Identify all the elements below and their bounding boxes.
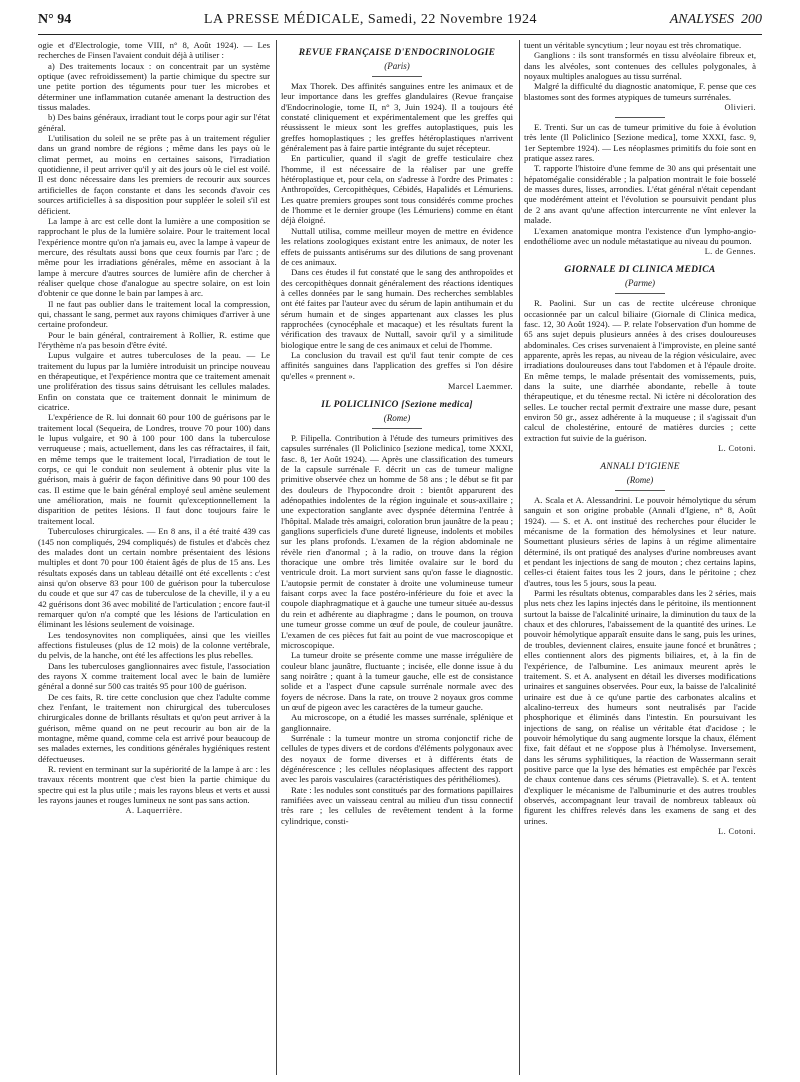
author-signature: L. Cotoni. <box>718 444 756 453</box>
section-divider <box>372 428 422 429</box>
paragraph: L'examen anatomique montra l'existence d'un lympho-angio-endothéliome avec un nodule métastatique au niveau du poumon. <box>524 225 756 246</box>
paragraph: De ces faits, R. tire cette conclusion que chez l'adulte comme chez l'enfant, le traitement non chirurgical des tuberculoses chirurgicales donne de brillants résultats et qu'on peut arriver à la guérison, même quand on ne peut recourir au bon air de la montagne, même quand, comme cela est arrivé pour beaucoup de ses malades externes, les conditions générales hygiéniques restent défectueuses. <box>38 691 270 764</box>
paragraph: L'expérience de R. lui donnait 60 pour 100 de guérisons par le traitement local (Sequeira, de Londres, trouve 70 pour 100) dans le lupus vulgaire, et 90 à 100 pour 100 dans la tuberculose verruqueuse ; mais, actuellement, dans les cas réfractaires, il fait, en même temps que le traitement local, l'irradiation de tout le corps, ce qui le conduit non seulement à obtenir plus vite la guérison, mais à guérir de façon définitive dans 90 pour 100 des cas. Il estime que le bain général employé seul amène seulement une amélioration, mais ne fournit qu'exceptionnellement la disparition de petites lésions. Il faut donc toujours faire le traitement local. <box>38 412 270 526</box>
page-number-label: N° 94 <box>38 12 72 27</box>
section-location: (Rome) <box>383 412 411 423</box>
paragraph: Lupus vulgaire et autres tuberculoses de la peau. — Le traitement du lupus par la lumière introduisit un principe nouveau en thérapeutique, et l'expérience montra que ce traitement amenait une prolifération des tissus sains détruisant les cellules malades. Enfin on constata que ce traitement donnait le minimum de cicatrice. <box>38 350 270 413</box>
paragraph: a) Des traitements locaux : on concentrait par un système optique (avec refroidissement) la partie chimique du spectre sur une petite portion des téguments pour tuer les microbes et déterminer une inflammation cutanée amenant la destruction des tissus malades. <box>38 60 270 113</box>
paragraph: Ganglions : ils sont transformés en tissu alvéolaire fibreux et, dans les alvéoles, sont contenues des cellules polygonales, à noyaux multiples analogues au tissu surrénal. <box>524 50 756 82</box>
paragraph: Au microscope, on a étudié les masses surrénale, splénique et ganglionnaire. <box>281 712 513 733</box>
page-folio: 200 <box>741 12 762 27</box>
paragraph: Les tendosynovites non compliquées, ainsi que les vieilles affections fistuleuses (plus de 12 mois) de la colonne vertébrale, du pelvis, de la hanche, ont été les affections les plus rebelles. <box>38 629 270 661</box>
author-signature: L. de Gennes. <box>704 247 756 257</box>
paragraph: La lampe à arc est celle dont la lumière a une composition se rapprochant le plus de la lumière solaire. Pour le traitement local l'expérience montre qu'on n'a jamais eu, avec la lampe à vapeur de mercure, des résultats aussi bons que ceux fournis par l'arc ; de même pour les irradiations générales, même en associant à la lampe à mercure d'autres sources de lumière afin de chercher à réaliser quelque chose d'analogue au spectre solaire, on est loin d'obtenir ce que donne le bain par lampes à arc. <box>38 215 270 299</box>
paragraph: Nuttall utilisa, comme meilleur moyen de mettre en évidence les relations zoologiques existant entre les animaux, de noter les effets de puissants antisérums sur des dilutions de sang provenant de ces animaux. <box>281 225 513 267</box>
column-rule <box>519 40 520 1075</box>
paragraph: Tuberculoses chirurgicales. — En 8 ans, il a été traité 439 cas (145 non compliqués, 294 compliqués) de fistules et d'abcès chez des malades dont un certain nombre présentaient des lésions multiples et dont 70 pour 100 étaient âgés de plus de 15 ans. Les résultats exposés dans un tableau détaillé ont été excellents : c'est ainsi qu'on observe 83 pour 100 de guérison pour la tuberculose du coude et que sur 47 cas de tuberculose de la cheville, il y a eu 42 guérisons dont 36 avec mobilité de l'articulation ; encore faut-il remarquer qu'on n'a compté que les lésions de l'articulation en éliminant les lésions seulement de voisinage. <box>38 526 270 630</box>
paragraph: Parmi les résultats obtenus, comparables dans les 2 séries, mais plus nets chez les lapins injectés dans le péritoine, ils mentionnent surtout la baisse de l'alcalinité urinaire, la diminution du taux de la chaux et des chlorures, l'abaissement de la quantité des urines. Le pouvoir hémolytique apparaît ensuite dans le sang, puis les urines, de troubles, deviennent claires, ensuite jaune foncé et brunâtres ; elles contiennent alors des pigments biliaires, et, à la fin de l'expérience, de l'albumine. Les animaux meurent après le traitement. S. et A. analysent en détail les diverses modifications urinaires et sanguines observées. Pour eux, la baisse de l'alcalinité urinaire est due à ce qu'une partie des carbonates alcalins et alcalino-terreux des humeurs sont neutralisés par l'acide phosphorique et éliminés dans l'intestin. En poursuivant les injections de sang, on réalise un véritable état d'acidose ; le pouvoir hémolytique du sang augmente lorsque la chaux, élément fixe, fait défaut et ne s'oppose plus à l'hémolyse. Inversement, dans les sérums syphilitiques, la réaction de Wassermann serait positive parce que la lyse des hématies est empêchée par l'excès de chaux contenue dans ces sérums (Pietravalle). S. et A. tentent d'expliquer le mécanisme de l'albuminurie et des autres troubles observés, accompagnant leur travail de nombreux tableaux où figurent les chiffres relevés dans les examens de sang et des urines. <box>524 588 756 826</box>
article-columns <box>38 40 764 1075</box>
paragraph: tuent un véritable syncytium ; leur noyau est très chromatique. <box>524 40 742 50</box>
page-header <box>38 12 762 35</box>
journal-title: LA PRESSE MÉDICALE, Samedi, 22 Novembre 1924 <box>203 12 538 27</box>
paragraph: L'utilisation du soleil ne se prête pas à un traitement régulier dans un grand nombre de régions ; même dans les pays où le climat permet, au moins en certaines saisons, l'irradiation quotidienne, il peut arriver qu'il y ait des jours où le ciel est voilé. Il est donc nécessaire dans les premiers de recourir aux sources artificielles de façon constante et dans les seconds d'avoir ces sources artificielles à sa disposition pour suppléer le soleil s'il est déficient. <box>38 133 270 216</box>
paragraph: Dans les tuberculoses ganglionnaires avec fistule, l'association des rayons X comme traitement local avec le bain de lumière général a donné sur 500 cas traités 95 pour 100 de guérison. <box>38 660 270 692</box>
section-and-page <box>670 12 762 28</box>
author-signature: Marcel Laemmer. <box>448 381 513 391</box>
column-2 <box>281 40 513 1075</box>
author-signature: Olivieri. <box>724 103 756 113</box>
paragraph: Max Thorek. Des affinités sanguines entre les animaux et de leur importance dans les greffes glandulaires (Revue française d'Endocrinologie, tome II, n° 3, Juin 1924). Il a toujours été constaté cliniquement et expérimentalement que les greffes qui réussissent le mieux sont les greffes autoplastiques, puis les greffes homoplastiques ; les greffes hétéroplastiques n'arrivent généralement pas à faire partie intégrante du sujet récepteur. <box>281 81 513 154</box>
section-location: (Paris) <box>384 61 410 71</box>
section-title: GIORNALE DI CLINICA MEDICA <box>564 265 716 276</box>
column-3 <box>524 40 756 1075</box>
paragraph: La tumeur droite se présente comme une masse irrégulière de couleur blanc jaunâtre, fluctuante ; incisée, elle donne issue à du sang noirâtre ; quant à la tumeur gauche, elle est de consistance solide et a l'aspect d'une capsule surrénale normale avec des foyers de nécrose. Dans la rate, on trouve 2 noyaux gros comme un œuf de pigeon avec les caractères de la tumeur gauche. <box>281 650 513 712</box>
section-location: (Rome) <box>626 475 654 485</box>
column-rule <box>276 40 277 1075</box>
paragraph: La conclusion du travail est qu'il faut tenir compte de ces affinités sanguines dans l'application des greffes si l'on désire qu'elles « prennent ». <box>281 349 513 381</box>
column-1 <box>38 40 270 1075</box>
paragraph: R. revient en terminant sur la supériorité de la lampe à arc : les travaux récents montrent que c'est bien la partie chimique du spectre qui est la plus utile ; mais les rayons bleus et verts et aussi les rayons jaunes et rouges lumineux ne sont pas sans action. <box>38 764 270 806</box>
paragraph: ogie et d'Electrologie, tome VIII, n° 8, Août 1924). — Les recherches de Finsen l'avaient conduit déjà à utiliser : <box>38 40 270 61</box>
author-signature: A. Laquerrière. <box>125 806 183 816</box>
section-label: ANALYSES <box>669 12 734 27</box>
paragraph: Dans ces études il fut constaté que le sang des anthropoïdes et des cercopithèques donnait généralement des réactions identiques à celles données par le sang humain. Des recherches semblables ont été faites par l'auteur avec du sérum de lapin antihumain et du sérum humain et de singes appartenant aux classes les plus rapprochées (cynocéphale et macaque) et les résultats furent la vérification des travaux de Nuttall, savoir qu'il y a similitude biologique entre le sang de ces animaux et celui de l'homme. <box>281 267 513 350</box>
paragraph: b) Des bains généraux, irradiant tout le corps pour agir sur l'état général. <box>38 112 270 133</box>
paragraph: Malgré la difficulté du diagnostic anatomique, F. pense que ces blastomes sont des formes atypiques de tumeurs surrénales. <box>524 81 756 102</box>
paragraph: Pour le bain général, contrairement à Rollier, R. estime que l'érythème n'a pas besoin d'être évité. <box>38 329 270 350</box>
paragraph: A. Scala et A. Alessandrini. Le pouvoir hémolytique du sérum sanguin et son origine probable (Annali d'Igiene, n° 8, Août 1924). — S. et A. ont institué des recherches pour élucider le mécanisme de la formation des hémolysines et leur nature. Soumettant plusieurs séries de lapins à un régime alimentaire déterminé, ils ont pratiqué des analyses d'urine nombreuses avant et pendant les injections de sang de mouton ; chez certains lapins, celles-ci étaient faites tous les 2 jours, dans le péritoine ; chez d'autres, tous les 5 jours, sous la peau. <box>524 495 756 588</box>
section-divider <box>372 76 422 77</box>
paragraph: P. Filipella. Contribution à l'étude des tumeurs primitives des capsules surrénales (Il Policlinico [sezione medica], tome XXXI, fasc. 8, 1er Août 1924). — Après une classification des tumeurs de la capsule surrénale F. décrit un cas de tumeur maligne primitive observée chez un homme de 58 ans ; le début se fit par des douleurs de l'hypocondre droit : bientôt apparurent des adénopathies indolentes de la région inguinale et sous-axillaire ; une expectoration sanglante avec dyspnée détermina l'entrée à l'hôpital. Malade très amaigri, coloration brun jaunâtre de la peau ; ganglions superficiels d'une dureté ligneuse, indolents et mobiles sur les plans profonds. L'examen de la région abdominale ne révèle rien d'anormal ; à la radio, on trouve dans la région thoracique une ombre très limitée ovalaire sur le bord du ventricule droit. La mort survient sans qu'on fasse le diagnostic. L'autopsie permit de constater à droite une volumineuse tumeur faisant corps avec la face postéro-inférieure du foie et avec la coupole diaphragmatique et à gauche une tumeur située au-dessus du rein et adhérente au diaphragme ; dans le poumon, on trouva une tumeur grosse comme un œuf de poule, de couleur jaunâtre. L'examen de ces pièces fut fait au point de vue macroscopique et microscopique. <box>281 432 513 650</box>
author-signature: L. Cotoni. <box>718 827 756 836</box>
paragraph: R. Paolini. Sur un cas de rectite ulcéreuse chronique occasionnée par un calcul biliaire (Giornale di Clinica medica, fasc. 12, 30 Août 1924). — P. relate l'observation d'un homme de 65 ans sujet depuis plusieurs années à des crises douloureuses abdominales. Ces crises survenaient à l'improviste, en pleine santé apparente, après les repas, au niveau de la région vésiculaire, avec irradiations douloureuses dans tout l'abdomen et à l'épaule droite. En même temps, le malade présentait des vomissements, puis, dans la suite, une diarrhée abondante, rebelle à toute thérapeutique, et du ténesme rectal. Ni ictère ni décoloration des selles. Le toucher rectal permit d'extraire une masse dure, pesant environ 50 gr., assez adhérente à la muqueuse ; il s'agissait d'un calcul de cholestérine, entouré de matières durcies ; cette extraction fut suivie de la guérison. <box>524 298 756 443</box>
section-divider <box>615 293 665 294</box>
paragraph: Rate : les nodules sont constitués par des formations papillaires ramifiées avec un vaisseau central au milieu d'un tissu connectif très rare ; les cellules de revêtement tendent à la forme cylindrique, consti- <box>281 784 513 826</box>
section-location: (Parme) <box>625 278 655 289</box>
article-divider <box>615 117 665 118</box>
section-title: IL POLICLINICO [Sezione medica] <box>321 399 473 410</box>
paragraph: Il ne faut pas oublier dans le traitement local la compression, qui, chassant le sang, permet aux rayons chimiques d'arriver à une certaine profondeur. <box>38 298 270 330</box>
paragraph: T. rapporte l'histoire d'une femme de 30 ans qui présentait une hépatomégalie considérable ; la palpation montrait le foie bosselé de masses dures, lisses, arrondies. L'état général n'était cependant que modérément atteint et l'évolution se poursuivit pendant plus de 2 ans avant qu'une affection intercurrente ne vînt enlever la malade. <box>524 163 756 226</box>
section-title: REVUE FRANÇAISE D'ENDOCRINOLOGIE <box>298 48 496 58</box>
paragraph: E. Trenti. Sur un cas de tumeur primitive du foie à évolution très lente (Il Policlinico [Sezione medica], tome XXXI, fasc. 9, 1er Septembre 1924). — Les néoplasmes primitifs du foie sont en pratique assez rares. <box>524 122 756 164</box>
paragraph: En particulier, quand il s'agit de greffe testiculaire chez l'homme, il est nécessaire de la réaliser par une greffe hétéroplastique et, pour cela, on s'adresse à l'ordre des Primates : Anthropoïdes, Cercopithèques, Cébidés, Hapalidés et Lémuriens. Les quatre premiers groupes sont tous considérés comme proches de l'homme et le dernier groupe (les Lémuriens) comme en étant déjà éloigné. <box>281 153 513 226</box>
section-divider <box>615 490 665 491</box>
section-title: ANNALI D'IGIENE <box>600 462 680 472</box>
paragraph: Surrénale : la tumeur montre un stroma conjonctif riche de cellules de types divers et de cordons d'éléments polygonaux avec des noyaux de forme diverses et à différents états de dégénérescence ; les cellules néoplasiques affectent des rapport avec les parois vasculaires (caractéristiques des périthéliomes). <box>281 732 513 785</box>
